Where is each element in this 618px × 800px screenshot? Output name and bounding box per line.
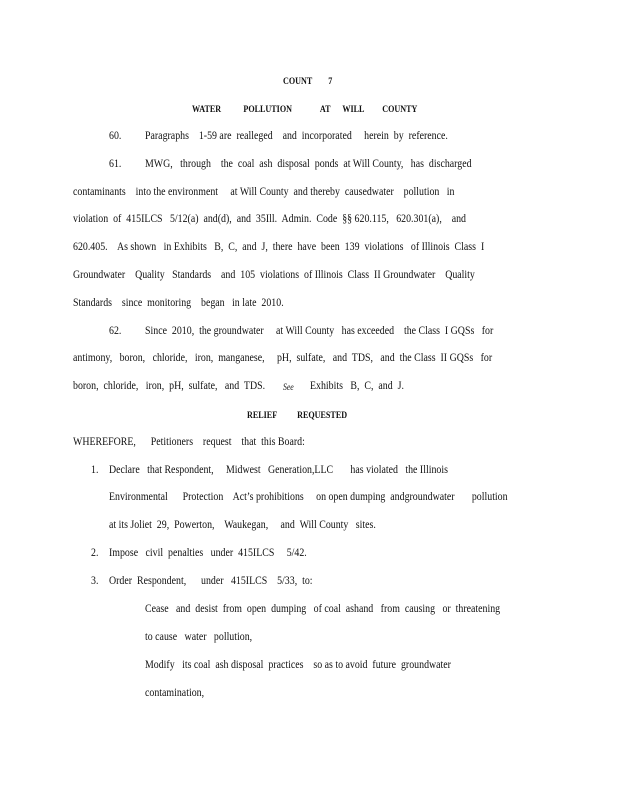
subitem-a-line-2: to cause water pollution, (145, 631, 253, 643)
paragraph-62-see: See (283, 382, 294, 392)
paragraph-62-line-2: antimony, boron, chloride, iron, manganese, pH, sulfate, and TDS, and the Class II GQSs for (73, 352, 493, 364)
paragraph-61-line-4: 620.405. As shown in Exhibits B, C, and J, there have been 139 violations of Illinois Class I (73, 241, 485, 253)
relief-item-1-number: 1. (91, 464, 99, 476)
relief-item-1-line-3: at its Joliet 29, Powerton, Waukegan, and Will County sites. (109, 519, 376, 531)
relief-item-1-line-1: Declare that Respondent, Midwest Generation,LLC has violated the Illinois (109, 464, 448, 476)
paragraph-number-61: 61. (109, 158, 122, 170)
subitem-b-line-1: Modify its coal ash disposal practices so as to avoid future groundwater (145, 659, 451, 671)
paragraph-61-line-3: violation of 415ILCS 5/12(a) and(d), and 35Ill. Admin. Code §§ 620.115, 620.301(a), and (73, 213, 466, 225)
paragraph-61-line-2: contaminants into the environment at Will County and thereby causedwater pollution in (73, 186, 455, 198)
relief-heading: RELIEF REQUESTED (247, 410, 348, 420)
count-subtitle: WATER POLLUTION AT WILL COUNTY (192, 104, 418, 114)
relief-item-3-number: 3. (91, 575, 99, 587)
paragraph-62-line-3b: Exhibits B, C, and J. (310, 380, 404, 392)
paragraph-60-text: Paragraphs 1-59 are realleged and incorporated herein by reference. (145, 130, 448, 142)
paragraph-61-line-6: Standards since monitoring began in late 2010. (73, 297, 284, 309)
relief-item-2-line-1: Impose civil penalties under 415ILCS 5/42. (109, 547, 307, 559)
count-heading: COUNT 7 (283, 76, 333, 86)
relief-item-1-line-2: Environmental Protection Act’s prohibitions on open dumping andgroundwater pollution (109, 491, 508, 503)
subitem-a-line-1: Cease and desist from open dumping of coal ashand from causing or threatening (145, 603, 501, 615)
relief-item-3-line-1: Order Respondent, under 415ILCS 5/33, to: (109, 575, 313, 587)
wherefore-clause: WHEREFORE, Petitioners request that this Board: (73, 436, 305, 448)
paragraph-number-60: 60. (109, 130, 122, 142)
paragraph-62-line-1: Since 2010, the groundwater at Will County has exceeded the Class I GQSs for (145, 325, 494, 337)
subitem-b-line-2: contamination, (145, 687, 205, 699)
paragraph-61-line-5: Groundwater Quality Standards and 105 violations of Illinois Class II Groundwater Quality (73, 269, 475, 281)
paragraph-number-62: 62. (109, 325, 122, 337)
paragraph-61-line-1: MWG, through the coal ash disposal ponds at Will County, has discharged (145, 158, 472, 170)
paragraph-62-line-3: boron, chloride, iron, pH, sulfate, and TDS. (73, 380, 266, 392)
relief-item-2-number: 2. (91, 547, 99, 559)
